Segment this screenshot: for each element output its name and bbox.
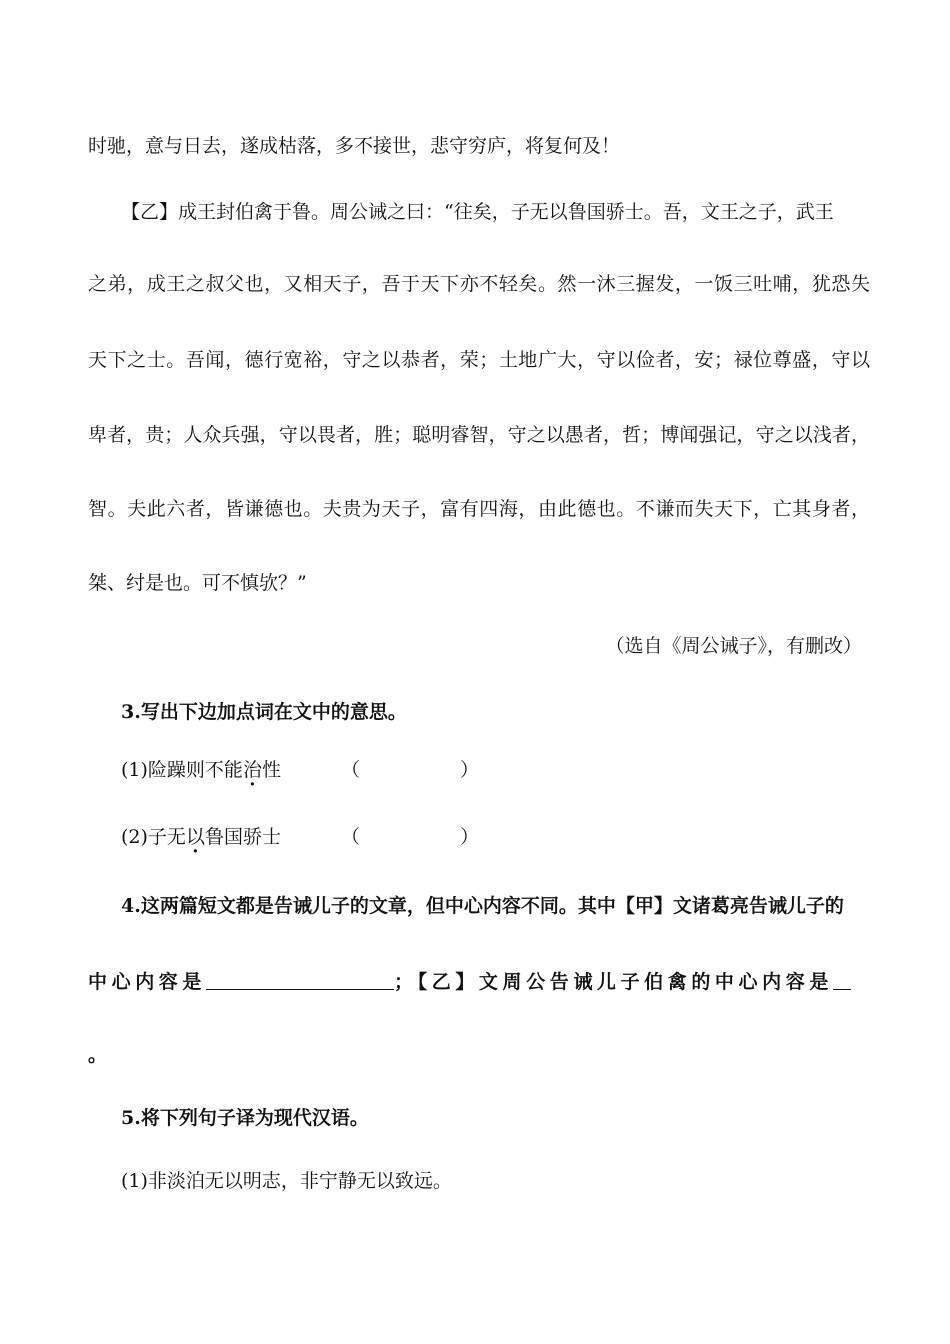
passage-jia-ending: 时驰，意与日去，遂成枯落，多不接世，悲守穷庐，将复何及！	[88, 135, 621, 157]
passage-yi-line-1: 【乙】成王封伯禽于鲁。周公诫之曰：“往矣，子无以鲁国骄士。吾，文王之子，武王	[121, 201, 834, 223]
question-3-item-2	[121, 822, 479, 849]
passage-yi-line-6: 桀、纣是也。可不慎欤？”	[88, 572, 307, 594]
answer-open-bracket: （	[340, 759, 360, 781]
answer-blank-yi[interactable]	[833, 971, 851, 990]
passage-yi-line-2: 之弟，成王之叔父也，又相天子，吾于天下亦不轻矣。然一沐三握发，一饭三吐哺，犹恐失	[88, 273, 870, 295]
q4-text-b: ；【乙】文周公告诫儿子伯禽的中心内容是	[394, 971, 833, 993]
answer-close-bracket: ）	[459, 759, 479, 781]
source-citation: （选自《周公诫子》，有删改）	[605, 635, 862, 657]
item-text: 险躁则不能	[147, 759, 243, 781]
item-number: (2)	[121, 826, 148, 848]
item-number: (1)	[121, 759, 148, 781]
passage-yi-line-3: 天下之士。吾闻，德行宽裕，守之以恭者，荣；土地广大，守以俭者，安；禄位尊盛，守以	[88, 349, 870, 371]
question-4-line-3: 。	[88, 1044, 108, 1066]
question-3-title: 3.写出下边加点词在文中的意思。	[121, 701, 407, 723]
answer-open-bracket: （	[340, 826, 360, 848]
answer-close-bracket: ）	[459, 826, 479, 848]
question-5-item-1: (1)非淡泊无以明志，非宁静无以致远。	[121, 1170, 452, 1192]
answer-blank-jia[interactable]	[206, 971, 394, 990]
item-text: 鲁国骄士	[204, 826, 281, 848]
item-text: 性	[261, 759, 281, 781]
dotted-character: 治	[242, 759, 262, 781]
passage-yi-line-5: 智。夫此六者，皆谦德也。夫贵为天子，富有四海，由此德也。不谦而失天下，亡其身者，	[88, 498, 870, 520]
question-4-line-1: 4.这两篇短文都是告诫儿子的文章，但中心内容不同。其中【甲】文诸葛亮告诫儿子的	[121, 895, 844, 917]
passage-yi-line-4: 卑者，贵；人众兵强，守以畏者，胜；聪明睿智，守之以愚者，哲；博闻强记，守之以浅者，	[88, 424, 870, 446]
q4-text-a: 中心内容是	[88, 971, 207, 993]
item-text: 子无	[147, 826, 186, 848]
question-3-item-1	[121, 755, 479, 782]
question-5-title: 5.将下列句子译为现代汉语。	[121, 1107, 369, 1129]
dotted-character: 以	[185, 826, 205, 848]
question-4-line-2	[88, 967, 851, 994]
